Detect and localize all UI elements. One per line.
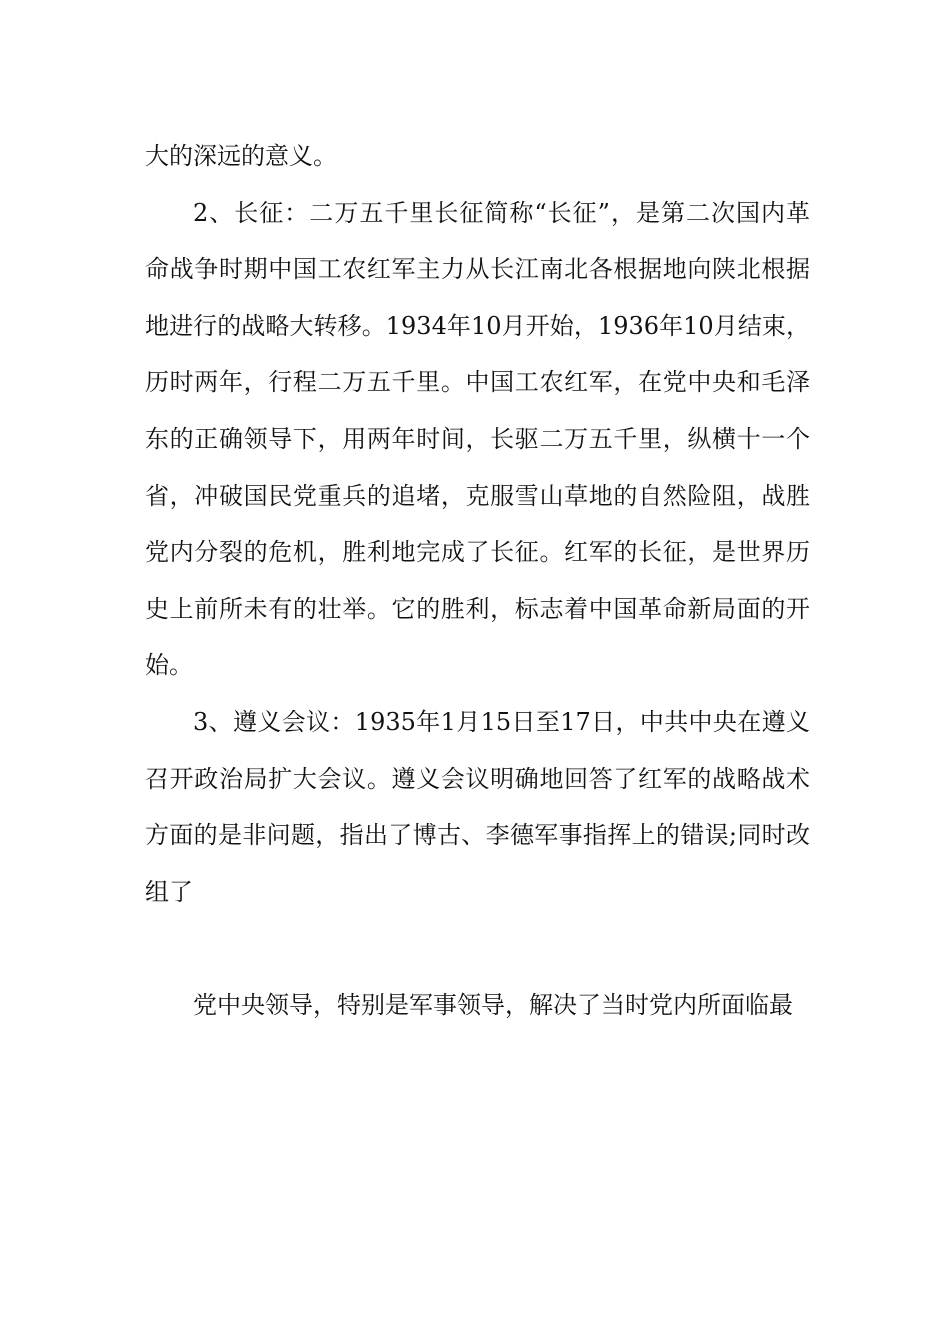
- paragraph-gap: [145, 920, 810, 977]
- text-line: 省，冲破国民党重兵的追堵，克服雪山草地的自然险阻，战胜: [145, 481, 810, 510]
- text-line: 东的正确领导下，用两年时间，长驱二万五千里，纵横十一个: [145, 424, 810, 453]
- text-line: 史上前所未有的壮举。它的胜利，标志着中国革命新局面的开: [145, 594, 810, 623]
- text-line: 召开政治局扩大会议。遵义会议明确地回答了红军的战略战术: [145, 764, 810, 793]
- text-line: 党中央领导，特别是军事领导，解决了当时党内所面临最: [193, 990, 793, 1019]
- text-line: 命战争时期中国工农红军主力从长江南北各根据地向陕北根据: [145, 255, 810, 284]
- text-line: 历时两年，行程二万五千里。中国工农红军，在党中央和毛泽: [145, 368, 810, 397]
- text-line: 始。: [145, 651, 193, 680]
- text-line: 组了: [145, 877, 193, 906]
- text-line: 方面的是非问题，指出了博古、李德军事指挥上的错误;同时改: [145, 821, 810, 850]
- text-line: 3、遵义会议：1935年1月15日至17日，中共中央在遵义: [193, 707, 810, 736]
- document-body: [145, 128, 810, 1034]
- text-line: 党内分裂的危机，胜利地完成了长征。红军的长征，是世界历: [145, 538, 810, 567]
- text-line: 大的深远的意义。: [145, 142, 337, 170]
- text-line: 地进行的战略大转移。1934年10月开始，1936年10月结束，: [145, 311, 810, 340]
- text-line: 2、长征：二万五千里长征简称“长征”，是第二次国内革: [193, 198, 810, 227]
